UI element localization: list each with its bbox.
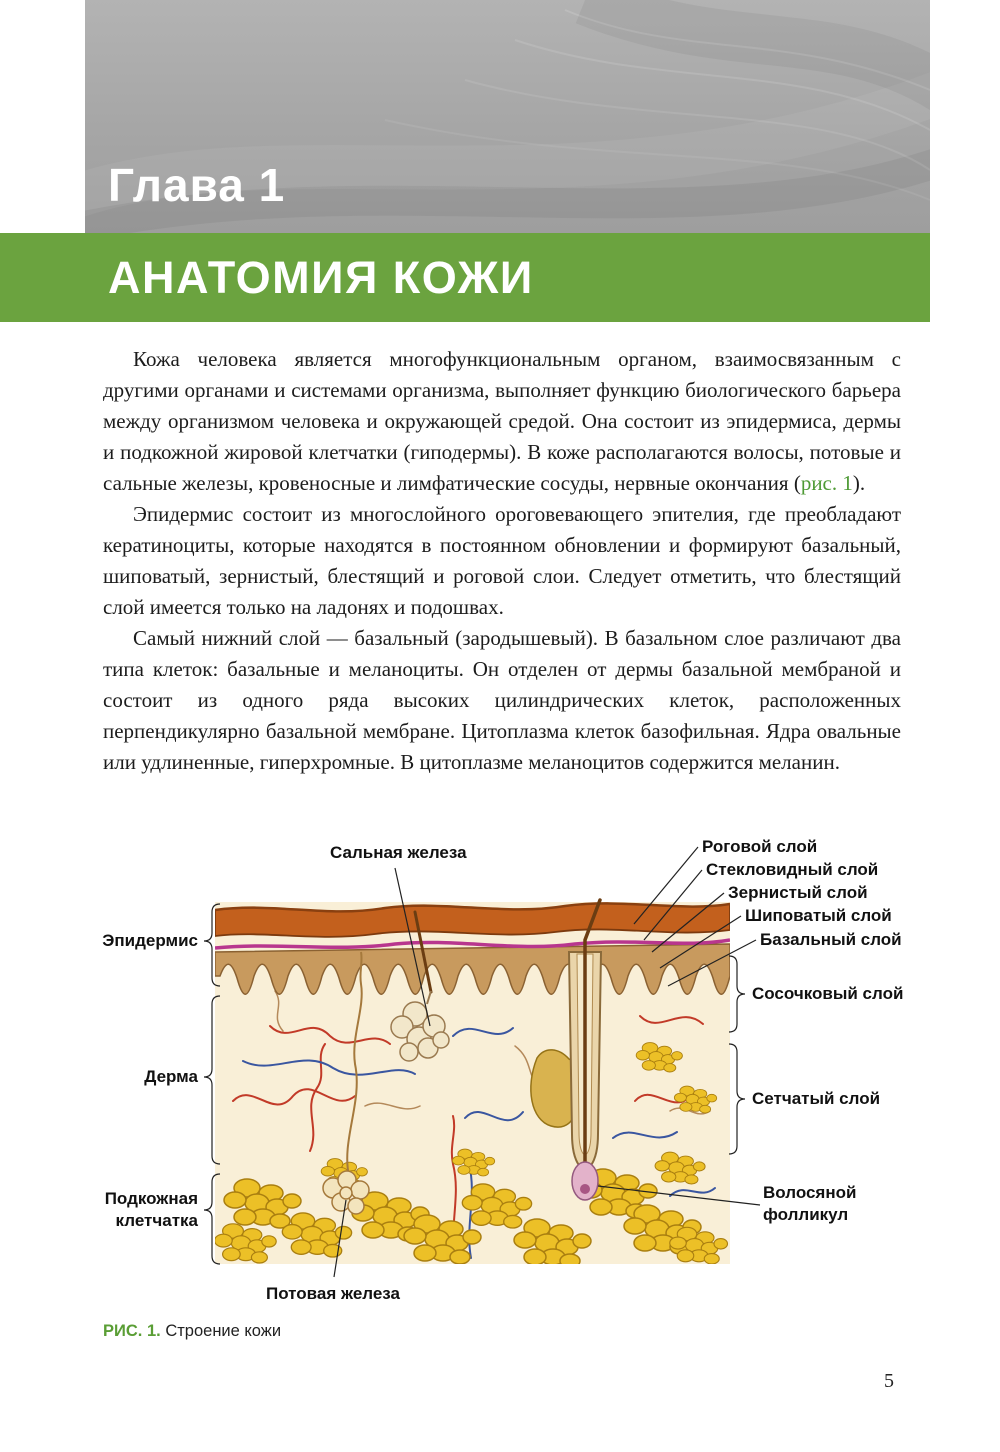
label-sweat-gland: Потовая железа bbox=[266, 1284, 400, 1303]
label-papillary-layer: Сосочковый слой bbox=[752, 984, 904, 1003]
label-dermis: Дерма bbox=[144, 1067, 198, 1086]
body-text bbox=[103, 344, 901, 778]
stratum-corneum-layer bbox=[215, 903, 730, 936]
label-stratum-corneum: Роговой слой bbox=[702, 837, 818, 856]
skin-anatomy-figure bbox=[0, 828, 1000, 1314]
chapter-header bbox=[85, 0, 930, 233]
skin-cross-section-illustration bbox=[215, 896, 730, 1264]
label-subcutaneous-tissue: Подкожная клетчатка bbox=[104, 1189, 198, 1230]
label-epidermis: Эпидермис bbox=[102, 931, 198, 950]
label-stratum-spinosum: Шиповатый слой bbox=[745, 906, 892, 925]
label-stratum-granulosum: Зернистый слой bbox=[728, 883, 868, 902]
label-hair-follicle: Волосяной фолликул bbox=[763, 1183, 857, 1224]
paragraph-3: Самый нижний слой — базальный (зародышевый). В базальном слое различают два типа клеток: базальные и меланоциты. Он отделен от дермы базальной мембраной и состоит из одного ряда высоких цилиндрических клеток, расположенных перпендикулярно базальной мембране. Цитоплазма клеток базофильная. Ядра овальные или удлиненные, гиперхромные. В цитоплазме меланоцитов содержится меланин. bbox=[103, 626, 901, 774]
label-stratum-lucidum: Стекловидный слой bbox=[706, 860, 879, 879]
label-sebaceous-gland: Сальная железа bbox=[330, 843, 467, 862]
figure-reference-link[interactable]: рис. 1 bbox=[800, 471, 853, 495]
paragraph-2: Эпидермис состоит из многослойного ороговевающего эпителия, где преобладают кератиноциты, которые находятся в постоянном обновлении и формируют базальный, шиповатый, зернистый, блестящий и роговой слои. Следует отметить, что блестящий слой имеется только на ладонях и подошвах. bbox=[103, 502, 901, 619]
chapter-label: Глава 1 bbox=[108, 159, 286, 211]
paragraph-1-text: Кожа человека является многофункциональным органом, взаимосвязанным с другими органами и системами организма, выполняет функцию биологического барьера между организмом человека и окружающей средой. Она состоит из эпидермиса, дермы и подкожной жировой клетчатки (гиподермы). В коже располагаются волосы, потовые и сальные железы, кровеносные и лимфатические сосуды, нервные окончания ( bbox=[103, 347, 901, 495]
paragraph-1 bbox=[103, 344, 901, 499]
label-reticular-layer: Сетчатый слой bbox=[752, 1089, 881, 1108]
page-title: АНАТОМИЯ КОЖИ bbox=[108, 252, 534, 303]
page-number: 5 bbox=[884, 1370, 894, 1392]
label-stratum-basale: Базальный слой bbox=[760, 930, 902, 949]
figure-caption-number: РИС. 1. bbox=[103, 1322, 161, 1340]
figure-caption bbox=[103, 1322, 281, 1341]
paragraph-1-end: ). bbox=[852, 471, 866, 495]
chapter-title-band bbox=[0, 233, 930, 322]
figure-caption-text: Строение кожи bbox=[165, 1322, 282, 1340]
